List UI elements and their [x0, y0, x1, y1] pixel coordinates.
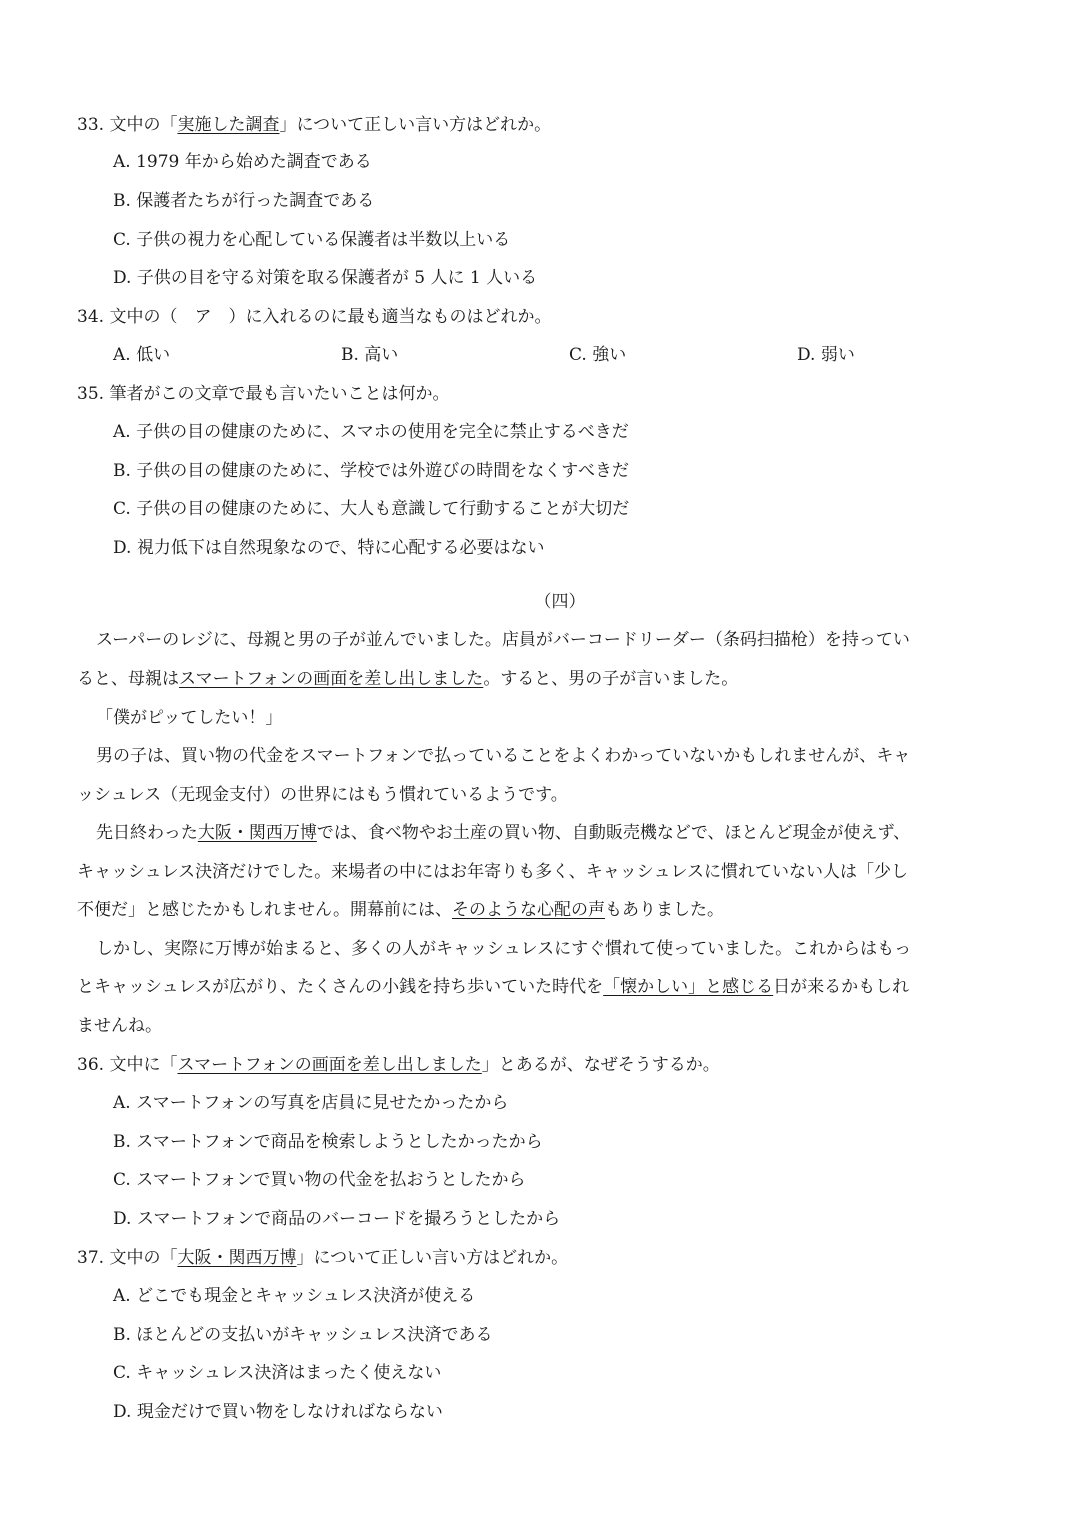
option-a: A. 子供の目の健康のために、スマホの使用を完全に禁止するべきだ — [113, 422, 629, 442]
question-number: 33. — [77, 115, 105, 135]
question-37 — [77, 1246, 568, 1270]
underlined-phrase: スマートフォンの画面を差し出しました — [177, 1055, 482, 1075]
question-35 — [77, 382, 449, 406]
option-a: A. スマートフォンの写真を店員に見せたかったから — [113, 1093, 509, 1113]
question-text-pre: 文中に「 — [109, 1055, 178, 1075]
option-b: B. 保護者たちが行った調査である — [113, 191, 375, 211]
passage-line: 「僕がピッてしたい！」 — [96, 708, 283, 728]
passage-line — [77, 975, 909, 999]
option-d: D. 弱い — [797, 345, 855, 365]
question-text-pre: 文中の「 — [109, 115, 178, 135]
passage-text: 先日終わった — [96, 823, 198, 843]
passage-line — [77, 667, 738, 691]
passage-line: ませんね。 — [77, 1016, 162, 1036]
option-c: C. 子供の目の健康のために、大人も意識して行動することが大切だ — [113, 499, 630, 519]
question-text-post: 」について正しい言い方はどれか。 — [279, 115, 552, 135]
underlined-phrase: 実施した調査 — [177, 115, 280, 135]
passage-line: ッシュレス（无现金支付）の世界にはもう慣れているようです。 — [77, 785, 568, 805]
passage-line: しかし、実際に万博が始まると、多くの人がキャッシュレスにすぐ慣れて使っていました。これからはもっ — [96, 939, 912, 959]
underlined-phrase: 大阪・関西万博 — [197, 823, 317, 843]
passage-line: キャッシュレス決済だけでした。来場者の中にはお年寄りも多く、キャッシュレスに慣れていない人は「少し — [77, 862, 908, 882]
section-title: （四） — [534, 592, 586, 612]
option-d: D. 子供の目を守る対策を取る保護者が 5 人に 1 人いる — [113, 268, 538, 288]
passage-text: 不便だ」と感じたかもしれません。開幕前には、 — [77, 900, 453, 920]
passage-line — [77, 898, 724, 922]
option-c: C. 強い — [569, 345, 627, 365]
option-c: C. 子供の視力を心配している保護者は半数以上いる — [113, 230, 511, 250]
passage-line — [96, 821, 910, 845]
option-b: B. 高い — [341, 345, 399, 365]
question-34 — [77, 305, 551, 329]
option-row — [113, 343, 1013, 367]
question-number: 34. — [77, 307, 105, 327]
question-text: 文中の（ ア ）に入れるのに最も適当なものはどれか。 — [109, 307, 552, 327]
question-33 — [77, 113, 551, 137]
passage-text: 日が来るかもしれ — [773, 977, 910, 997]
passage-line: スーパーのレジに、母親と男の子が並んでいました。店員がバーコードリーダー（条码扫描枪）を持ってい — [96, 630, 910, 650]
passage-text: ると、母親は — [77, 669, 179, 689]
question-number: 35. — [77, 384, 105, 404]
option-c: C. キャッシュレス決済はまったく使えない — [113, 1363, 442, 1383]
option-a: A. 低い — [113, 345, 171, 365]
option-d: D. 現金だけで買い物をしなければならない — [113, 1402, 443, 1422]
passage-text: とキャッシュレスが広がり、たくさんの小銭を持ち歩いていた時代を — [77, 977, 604, 997]
passage-line: 男の子は、買い物の代金をスマートフォンで払っていることをよくわかっていないかもしれませんが、キャ — [96, 746, 911, 766]
option-a: A. どこでも現金とキャッシュレス決済が使える — [113, 1286, 476, 1306]
underlined-phrase: 「懐かしい」と感じる — [603, 977, 774, 997]
option-b: B. 子供の目の健康のために、学校では外遊びの時間をなくすべきだ — [113, 461, 629, 481]
question-text: 筆者がこの文章で最も言いたいことは何か。 — [109, 384, 450, 404]
option-a: A. 1979 年から始めた調査である — [113, 152, 372, 172]
question-text-post: 」について正しい言い方はどれか。 — [296, 1248, 569, 1268]
option-c: C. スマートフォンで買い物の代金を払おうとしたから — [113, 1170, 526, 1190]
underlined-phrase: スマートフォンの画面を差し出しました — [179, 669, 484, 689]
passage-text: では、食べ物やお土産の買い物、自動販売機などで、ほとんど現金が使えず、 — [316, 823, 911, 843]
option-b: B. ほとんどの支払いがキャッシュレス決済である — [113, 1325, 493, 1345]
passage-text: 。すると、男の子が言いました。 — [483, 669, 739, 689]
underlined-phrase: そのような心配の声 — [452, 900, 606, 920]
question-36 — [77, 1053, 720, 1077]
option-b: B. スマートフォンで商品を検索しようとしたかったから — [113, 1132, 543, 1152]
question-number: 36. — [77, 1055, 105, 1075]
underlined-phrase: 大阪・関西万博 — [177, 1248, 297, 1268]
option-d: D. 視力低下は自然現象なので、特に心配する必要はない — [113, 538, 545, 558]
question-number: 37. — [77, 1248, 105, 1268]
option-d: D. スマートフォンで商品のバーコードを撮ろうとしたから — [113, 1209, 561, 1229]
question-text-pre: 文中の「 — [109, 1248, 178, 1268]
question-text-post: 」とあるが、なぜそうするか。 — [481, 1055, 720, 1075]
passage-text: もありました。 — [605, 900, 725, 920]
